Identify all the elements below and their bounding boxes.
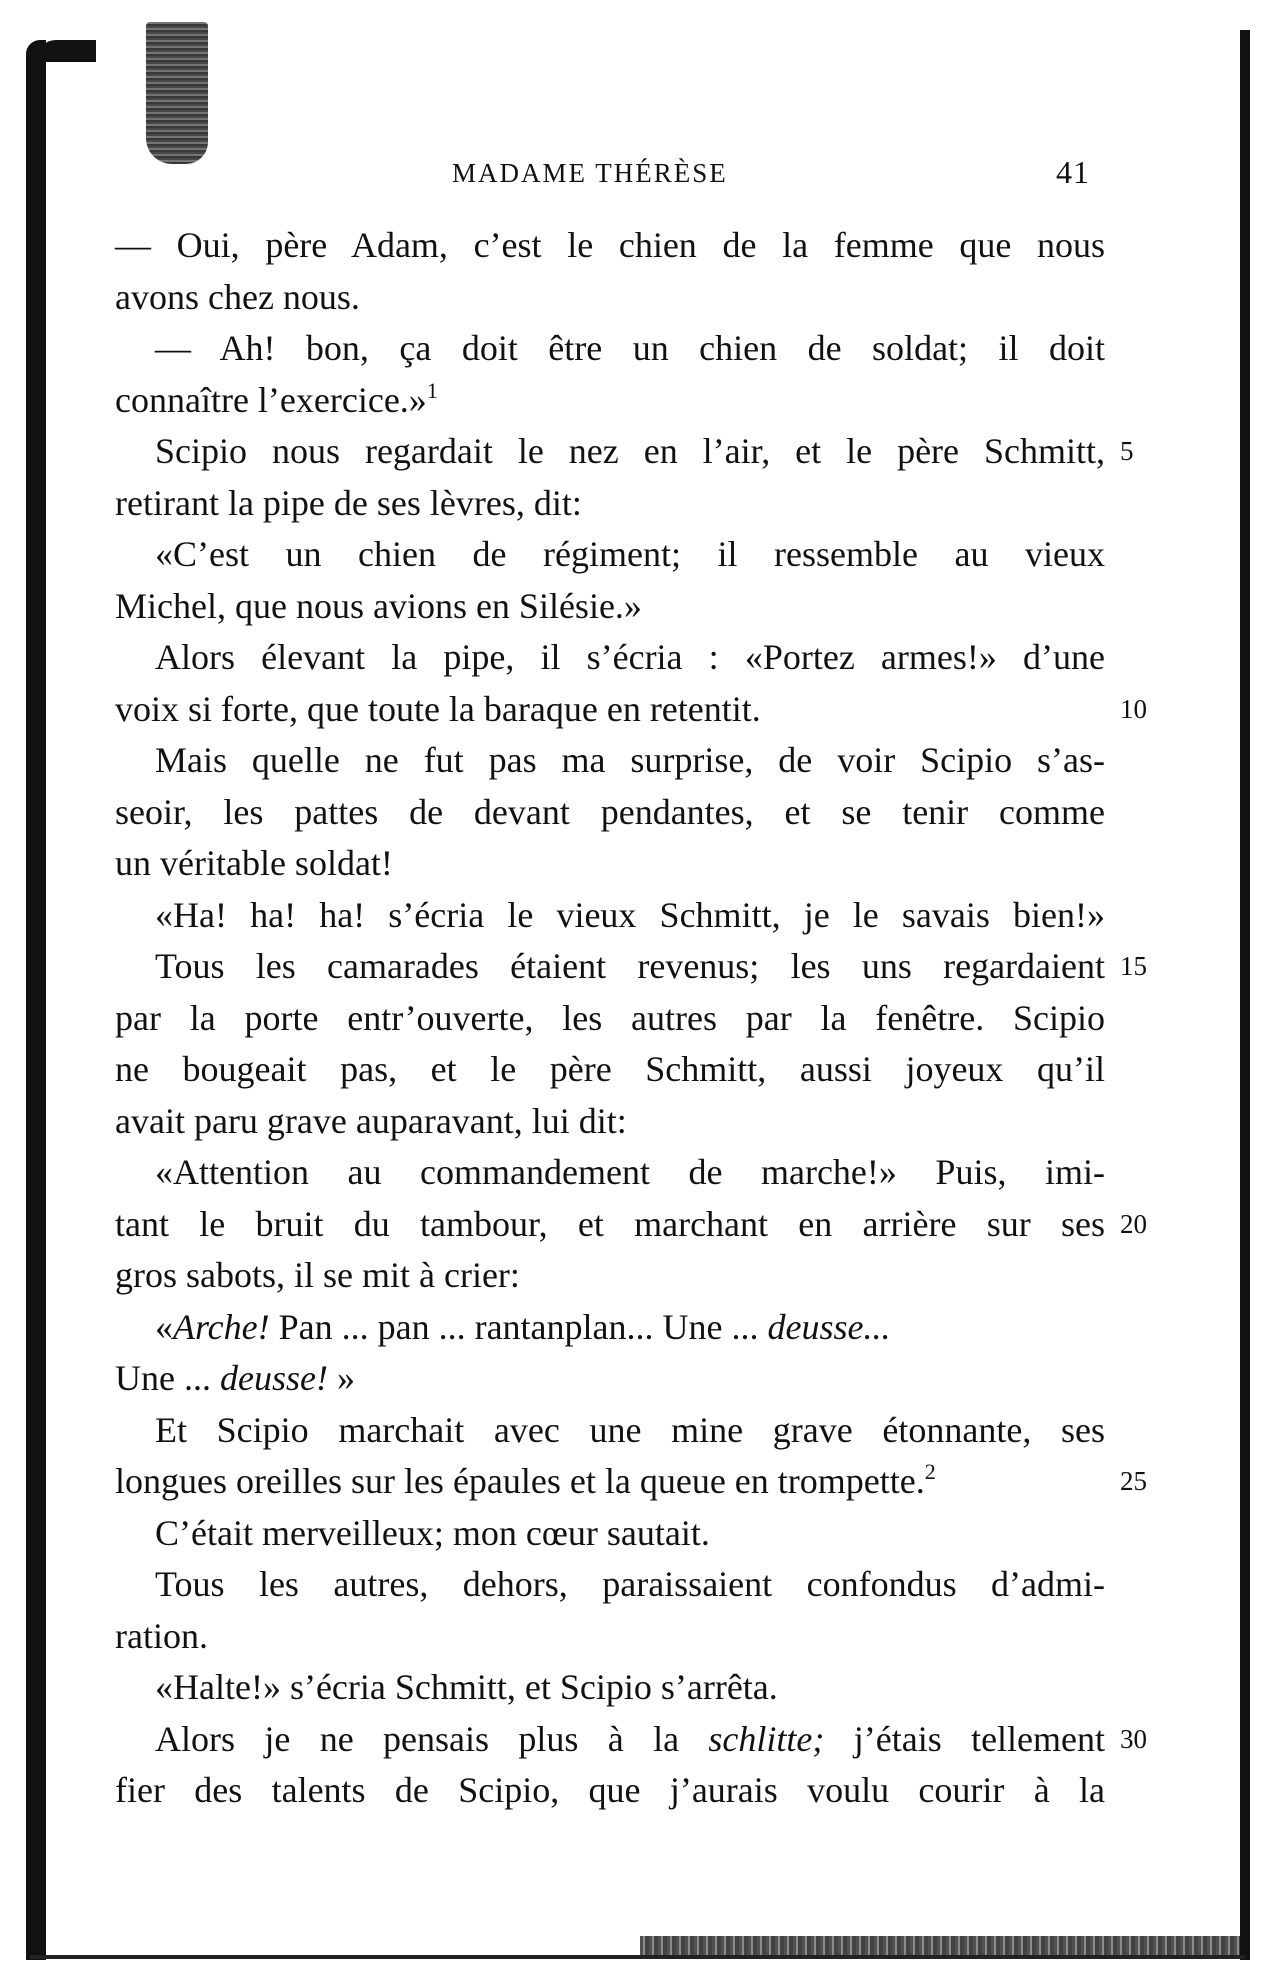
scan-border-right: [1240, 30, 1250, 1960]
line-number: 15: [1120, 951, 1147, 981]
text-line: avait paru grave auparavant, lui dit:: [115, 1100, 627, 1141]
line-number: 10: [1120, 693, 1147, 724]
text-line: retirant la pipe de ses lèvres, dit:: [115, 482, 582, 523]
scan-smudge: [146, 22, 208, 164]
text-line: «Attention au commandement de marche!» Puis, imi-: [155, 1152, 1105, 1192]
text-line: Alors élevant la pipe, il s’écria : «Portez armes!» d’une: [155, 637, 1105, 677]
text-line: voix si forte, que toute la baraque en retentit. 10: [115, 684, 1105, 736]
running-title: MADAME THÉRÈSE: [452, 158, 728, 188]
text-line: avons chez nous.: [115, 276, 360, 317]
scan-border-bottom: [30, 1955, 1245, 1959]
text-line: Mais quelle ne fut pas ma surprise, de voir Scipio s’as-: [155, 740, 1105, 780]
line-number: 30: [1120, 1723, 1147, 1754]
running-header: [0, 154, 1281, 198]
text-line: Alors je ne pensais plus à la schlitte; j’étais tellement 30: [115, 1714, 1105, 1766]
text-line: seoir, les pattes de devant pendantes, et se tenir comme: [115, 791, 1105, 832]
text-line: «Halte!» s’écria Schmitt, et Scipio s’arrêta.: [155, 1667, 778, 1707]
text-line: C’était merveilleux; mon cœur sautait.: [155, 1512, 710, 1553]
text-line: «Arche! Pan ... pan ... rantanplan... Une ... deusse...: [155, 1306, 891, 1347]
text-line: connaître l’exercice.»$^1$: [115, 377, 438, 420]
text-line: «C’est un chien de régiment; il ressemble au vieux: [155, 534, 1105, 574]
text-line: tant le bruit du tambour, et marchant en arrière sur ses 20: [115, 1199, 1105, 1251]
text-line: gros sabots, il se mit à crier:: [115, 1255, 520, 1295]
text-line: un véritable soldat!: [115, 843, 393, 883]
text-line: fier des talents de Scipio, que j’aurais voulu courir à la: [115, 1770, 1105, 1810]
text-line: — Oui, père Adam, c’est le chien de la femme que nous: [115, 225, 1105, 265]
text-line: «Ha! ha! ha! s’écria le vieux Schmitt, je le savais bien!»: [155, 894, 1105, 935]
text-line: ne bougeait pas, et le père Schmitt, aussi joyeux qu’il: [115, 1049, 1105, 1089]
line-number: 20: [1120, 1208, 1147, 1239]
footnote-ref: 1: [426, 377, 438, 403]
line-number: 5: [1120, 436, 1134, 466]
body-text: [115, 220, 1147, 1817]
text-line: Une ... deusse! »: [115, 1358, 355, 1398]
scan-border-left: [26, 40, 46, 1960]
text-line: — Ah! bon, ça doit être un chien de soldat; il doit: [155, 328, 1105, 368]
text-line: Scipio nous regardait le nez en l’air, et le père Schmitt, 5: [115, 426, 1105, 478]
footnote-ref: 2: [924, 1459, 936, 1484]
text-line: Et Scipio marchait avec une mine grave étonnante, ses: [155, 1409, 1105, 1450]
line-number: 25: [1120, 1466, 1147, 1496]
page-number: 41: [1056, 154, 1090, 190]
text-line: Tous les autres, dehors, paraissaient confondus d’admi-: [155, 1564, 1105, 1604]
scan-smudge-bottom: [640, 1936, 1240, 1956]
text-line: Michel, que nous avions en Silésie.»: [115, 585, 642, 626]
text-line: par la porte entr’ouverte, les autres par la fenêtre. Scipio: [115, 997, 1105, 1038]
text-line: longues oreilles sur les épaules et la queue en trompette.$^2$ 25: [115, 1456, 1105, 1508]
text-line: ration.: [115, 1615, 208, 1656]
text-line: Tous les camarades étaient revenus; les uns regardaient 15: [115, 941, 1105, 993]
